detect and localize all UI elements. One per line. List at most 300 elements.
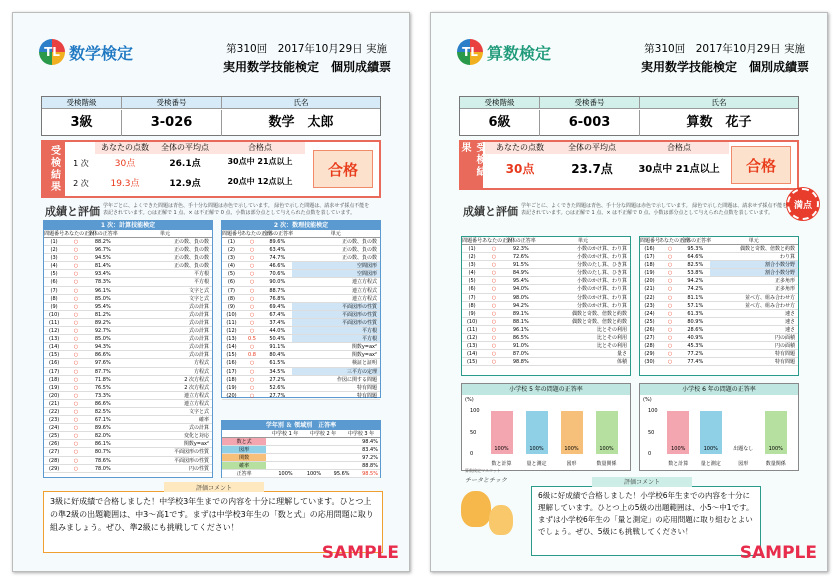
table-cell: ○ [249, 328, 255, 335]
result-sheet-math [12, 12, 410, 572]
table-cell: 式の計算 [188, 336, 209, 343]
table-cell: (13) [48, 336, 60, 343]
table-cell: 平方根 [193, 271, 209, 278]
table-cell: 連立方程式 [351, 287, 377, 294]
table-cell: ○ [249, 271, 255, 278]
header-cell: あなたの正誤 [658, 238, 689, 244]
table-cell: 方程式 [193, 368, 209, 375]
table-cell: ○ [667, 286, 673, 293]
table-cell: 57.1% [687, 302, 704, 309]
table-row [44, 287, 212, 295]
table-cell: 連立方程式 [183, 400, 209, 407]
table-row [462, 261, 630, 269]
table-cell: (21) [644, 286, 655, 293]
area-cell: 88.8% [362, 463, 378, 469]
area-cell [266, 446, 304, 453]
table-cell: 91.0% [512, 343, 529, 350]
area-cell [266, 462, 304, 469]
table-cell: ○ [73, 319, 79, 326]
table-cell: ○ [73, 457, 79, 464]
table-cell: (6) [227, 279, 236, 286]
table-cell: (7) [227, 287, 236, 294]
table-cell: 小数のかけ算、わり算 [576, 246, 627, 252]
table-cell: (6) [468, 286, 476, 293]
table-row [640, 302, 798, 310]
table-row [44, 319, 212, 327]
table-row [222, 270, 380, 278]
table-cell: ○ [73, 400, 79, 407]
table-cell: ○ [667, 254, 673, 261]
table-cell: (25) [644, 318, 655, 325]
table-row [462, 269, 630, 277]
table-row [462, 285, 630, 293]
table-cell: 関数y=ax² [351, 344, 377, 351]
table-cell: 割合小数分野 [710, 261, 799, 268]
verdict-badge: 合格 [313, 150, 373, 188]
table-cell: 50.4% [269, 336, 286, 343]
bar-category: 量と測定 [526, 461, 547, 467]
table-cell: ○ [73, 247, 79, 254]
table-row [222, 343, 380, 351]
table-cell: 円の性質 [188, 465, 209, 472]
table-cell: 平方根 [292, 327, 381, 334]
table-row [44, 295, 212, 303]
table-row [44, 246, 212, 254]
table-cell: 84.9% [512, 270, 529, 277]
table-cell: 89.2% [94, 319, 111, 326]
table-cell: 85.0% [94, 336, 111, 343]
bar-value: 100% [703, 446, 718, 452]
table-cell: (10) [466, 318, 478, 325]
chart-title: 小学校 5 年の問題の正答率 [462, 384, 630, 395]
table-row [44, 311, 212, 319]
table-cell: 関数y=ax² [351, 352, 377, 359]
result-label: 受検結果 [461, 142, 483, 188]
table-cell: ○ [73, 263, 79, 270]
number-value: 6-003 [540, 110, 640, 136]
grade-value: 6級 [460, 110, 540, 136]
table-cell: 正の数、負の数 [341, 247, 377, 254]
area-cell: 関数 [222, 454, 266, 461]
bar-category: 数と計算 [668, 461, 689, 467]
area-cell: 数と式 [222, 438, 266, 445]
logo-math [39, 39, 133, 65]
table-cell: 特有問題 [356, 384, 377, 391]
area-cell: 100% [306, 471, 322, 477]
table-cell: 円の面積 [774, 343, 795, 350]
area-row [222, 462, 380, 470]
table-cell: ○ [491, 262, 497, 269]
table-cell: 27.7% [269, 392, 286, 399]
area-row [222, 454, 380, 462]
table-cell: (20) [644, 278, 655, 285]
table-cell: (3) [50, 255, 58, 262]
table-cell: 分数のかけ算、わり算 [576, 294, 627, 301]
table-cell: ○ [491, 286, 497, 293]
table-cell: 比とその利用 [596, 326, 627, 333]
bar-category: 量と測定 [700, 461, 721, 467]
table-cell: ○ [667, 270, 673, 277]
table-cell: ○ [73, 295, 79, 302]
table-cell: 正多角形 [774, 286, 795, 293]
table-cell: (1) [468, 246, 476, 252]
table-cell: 92.7% [94, 328, 111, 335]
evaluation-comment [531, 479, 761, 556]
table-cell: ○ [73, 344, 79, 351]
header-cell: 全体の正答率 [87, 231, 118, 237]
table-cell: (10) [226, 311, 237, 318]
table-cell: 2 次方程式 [184, 384, 209, 391]
table-cell: 28.6% [687, 326, 704, 333]
table-cell: (15) [226, 352, 237, 359]
table-row [44, 303, 212, 311]
table-cell: (29) [644, 351, 655, 358]
table-cell: 71.8% [94, 376, 111, 383]
table-cell: 分数のかけ算、わり算 [576, 302, 627, 309]
sheet-title: 実用数学技能検定 個別成績票 [222, 60, 391, 74]
table-cell: 97.6% [94, 360, 111, 367]
header-cell: 中学校 1 年 [272, 431, 299, 437]
chart-grade6 [639, 383, 799, 471]
table-title: 2 次：数理技能検定 [222, 221, 380, 230]
table-cell: 46.6% [269, 263, 286, 270]
table-cell: 37.4% [269, 319, 286, 326]
table-cell: ○ [667, 359, 673, 366]
table-cell: ○ [73, 303, 79, 310]
table-header [640, 237, 798, 245]
table-cell: ○ [491, 326, 497, 333]
table-row [462, 326, 630, 334]
table-round1 [43, 220, 213, 478]
table-cell: (14) [48, 344, 60, 351]
sample-watermark: SAMPLE [321, 543, 399, 563]
header-cell [222, 430, 266, 437]
table-cell: 方程式 [193, 360, 209, 367]
table-row [640, 261, 798, 269]
area-cell: 97.2% [362, 455, 378, 461]
table-cell: 87.7% [94, 368, 111, 375]
mascot-cheetah [461, 491, 491, 527]
table-cell: (11) [48, 319, 60, 326]
table-cell: 82.5% [687, 262, 704, 269]
area-cell: 図形 [222, 446, 266, 453]
table-row [640, 245, 798, 253]
bar-value: 100% [564, 446, 579, 452]
table-row [44, 238, 212, 246]
result-label: 受検結果 [43, 142, 65, 196]
table-cell: 並べ方、組み合わせ方 [744, 302, 795, 309]
table-cell: ○ [667, 318, 673, 325]
table-cell: 空間図形 [292, 262, 381, 269]
table-cell: 94.0% [512, 286, 529, 293]
table-cell: 三平方の定理 [292, 368, 381, 375]
logo-icon: TL [39, 39, 65, 65]
table-cell: (8) [468, 302, 476, 309]
tick-label: 100 [648, 408, 658, 414]
table-cell: (10) [48, 311, 60, 318]
bar-category: 数量関係 [765, 461, 786, 467]
table-row [462, 318, 630, 326]
table-cell: (16) [48, 360, 60, 367]
table-cell: 特有問題 [774, 359, 795, 366]
table-row [222, 351, 380, 359]
table-cell: 正の数、負の数 [173, 263, 209, 270]
table-cell: (27) [644, 335, 655, 342]
table-cell: ○ [73, 336, 79, 343]
grade-header: 受検階級 [42, 97, 122, 109]
table-cell: 正の数、負の数 [341, 239, 377, 245]
table-row [222, 384, 380, 392]
table-row [462, 294, 630, 302]
table-cell: ○ [73, 368, 79, 375]
table-row [462, 350, 630, 358]
table-cell: ○ [73, 392, 79, 399]
table-row [462, 310, 630, 318]
area-row [222, 438, 380, 446]
area-cell [304, 438, 342, 445]
table-cell: ○ [667, 302, 673, 309]
section-note: 学年ごとに、よくできた問題は青色、手十分な問題は赤色で示しています。 緑色で示した問題は、請求せず採点不能を表記されています。○は正解で 1 点、× は不正解で 0 点、小数は部分点として与えられた点数を表しています。 [521, 203, 788, 216]
mascot-name: チータとチック [465, 477, 507, 484]
table-cell: ○ [667, 262, 673, 269]
table-cell: 体積 [616, 359, 627, 366]
table-row [44, 270, 212, 278]
table-cell: (22) [644, 294, 655, 301]
table-cell: 正の数、負の数 [173, 247, 209, 254]
comment-title: 評価コメント [592, 477, 692, 487]
area-cell: 正答率 [222, 470, 266, 477]
table-row [44, 359, 212, 367]
table-cell: (8) [50, 295, 58, 302]
logo-icon: TL [457, 39, 483, 65]
table-cell: 86.1% [94, 441, 111, 448]
table-cell: 81.2% [94, 311, 111, 318]
session-info: 第310回 2017年10月29日 実施 [226, 43, 387, 55]
table-cell: 連立方程式 [351, 295, 377, 302]
header-cell: 全体の正答率 [505, 238, 536, 244]
table-cell: 76.8% [269, 295, 286, 302]
table-row [640, 334, 798, 342]
table-cell: ○ [73, 255, 79, 262]
avg-header: 全体の平均点 [555, 142, 629, 154]
table-row [640, 269, 798, 277]
table-cell: 式の計算 [188, 311, 209, 318]
table-cell: 91.5% [512, 262, 529, 269]
table-cell: ○ [73, 417, 79, 424]
bar-value: 100% [671, 446, 686, 452]
table-row [44, 376, 212, 384]
table-cell: ○ [73, 328, 79, 335]
table-cell: 割合小数分野 [710, 269, 799, 276]
table-part1 [461, 236, 631, 376]
table-row [44, 327, 212, 335]
table-cell: 61.5% [269, 360, 286, 367]
area-cell: 95.6% [333, 471, 350, 477]
table-cell: (1) [227, 239, 236, 245]
table-row [44, 343, 212, 351]
table-cell: 82.0% [94, 433, 111, 440]
table-cell: ○ [491, 335, 497, 342]
table-cell: (22) [48, 408, 60, 415]
tick-label: 0 [648, 451, 652, 457]
table-cell: (19) [644, 270, 655, 277]
table-cell: ○ [667, 310, 673, 317]
table-cell: (12) [48, 328, 60, 335]
table-row [640, 358, 798, 366]
table-cell: ○ [491, 302, 497, 309]
table-header [44, 230, 212, 238]
score-header: あなたの点数 [95, 142, 155, 154]
table-cell: ○ [667, 343, 673, 350]
table-cell: 67.1% [94, 417, 111, 424]
table-cell: (9) [227, 303, 236, 310]
area-cell [304, 462, 342, 469]
table-cell: (5) [468, 278, 476, 285]
examinee-info [41, 96, 381, 136]
table-row [462, 245, 630, 253]
table-cell: ○ [73, 287, 79, 294]
table-cell: 速さ [784, 310, 795, 317]
table-cell: ○ [667, 335, 673, 342]
table-cell: (18) [644, 262, 655, 269]
comment-text: 6級に好成績で合格しました！小学校6年生までの内容を十分に理解しています。ひとつ上の5級の出題範囲は、小5～中1です。まずは小学校6年生の「量と測定」の応用問題に取り組むとよいでしょう。ぜひ、5級にも挑戦してください！ [538, 491, 754, 536]
bar-category: 数と計算 [491, 461, 512, 467]
bar-value: 出題なし [733, 446, 754, 452]
table-cell: ○ [249, 360, 255, 367]
name-value: 算数 花子 [686, 115, 752, 130]
table-cell: ○ [491, 278, 497, 285]
table-cell: 95.4% [94, 303, 111, 310]
table-cell: 98.0% [512, 294, 529, 301]
table-cell: ○ [491, 343, 497, 350]
table-cell: 0.5 [248, 336, 256, 343]
number-header: 受検番号 [540, 97, 640, 109]
bar-value: 100% [599, 446, 614, 452]
table-cell: 82.5% [94, 408, 111, 415]
score-2: 19.3点 [110, 179, 140, 189]
table-row [640, 310, 798, 318]
table-cell: 86.6% [94, 400, 111, 407]
exam-result [459, 140, 799, 190]
area-cell: 98.4% [362, 439, 378, 445]
axis-label: (%) [643, 397, 652, 403]
header-cell: あなたの正誤 [240, 231, 271, 237]
table-row [44, 465, 212, 473]
table-row [462, 302, 630, 310]
table-cell: ○ [73, 425, 79, 432]
table-cell: (8) [227, 295, 236, 302]
table-cell: 74.2% [687, 286, 704, 293]
header-cell: 問題番号 [462, 238, 483, 244]
table-cell: 93.4% [94, 271, 111, 278]
table-cell: 89.6% [94, 425, 111, 432]
comment-text: 3級に好成績で合格しました！中学校3年生までの内容を十分に理解しています。ひとつ上の準2級の出題範囲は、中3～高1です。まずは中学校3年生の「数と式」の応用問題に取り組みましょう。ぜひ、準2級にも挑戦してください！ [50, 497, 374, 532]
header-cell: 単元 [577, 238, 588, 244]
table-cell: 検証と証明 [351, 360, 377, 367]
table-cell: (21) [48, 400, 60, 407]
table-cell: ○ [491, 359, 497, 366]
chart-title: 小学校 6 年の問題の正答率 [640, 384, 798, 395]
avg-header: 全体の平均点 [155, 142, 215, 154]
table-cell: ○ [491, 246, 497, 252]
avg-2: 12.9点 [169, 179, 201, 189]
table-cell: (29) [48, 465, 60, 472]
table-cell: (23) [644, 302, 655, 309]
table-cell: (2) [50, 247, 58, 254]
table-cell: (9) [468, 310, 476, 317]
header-cell: 問題番号 [222, 231, 243, 237]
table-cell: (11) [226, 319, 237, 326]
table-cell: 平面図形の性質 [292, 303, 381, 310]
table-cell: 正の数、負の数 [341, 255, 377, 262]
table-cell: ○ [491, 310, 497, 317]
table-cell: 偶数と奇数、倍数と約数 [571, 310, 627, 317]
table-cell: 分数のたし算、ひき算 [576, 262, 627, 269]
table-cell: 72.6% [512, 254, 529, 261]
avg-value: 23.7点 [571, 162, 613, 176]
table-row [222, 254, 380, 262]
section-title: 成績と評価 [45, 205, 100, 218]
score-value: 30点 [505, 162, 535, 176]
table-cell: (13) [226, 336, 237, 343]
table-cell: 平面図形の性質 [292, 311, 381, 318]
table-cell: 平面図形の性質 [292, 319, 381, 326]
number-header: 受検番号 [122, 97, 222, 109]
header-cell: 全体の正答率 [263, 231, 294, 237]
table-row [44, 384, 212, 392]
table-cell: 特有問題 [774, 351, 795, 358]
table-cell: ○ [73, 352, 79, 359]
table-cell: (12) [226, 328, 237, 335]
table-cell: 速さ [784, 326, 795, 333]
table-cell: 89.1% [512, 310, 529, 317]
table-row [640, 285, 798, 293]
table-row [462, 342, 630, 350]
table-cell: ○ [249, 392, 255, 399]
table-cell: 76.5% [94, 384, 111, 391]
area-cell: 確率 [222, 462, 266, 469]
table-row [222, 295, 380, 303]
bar-category: 図形 [566, 461, 577, 467]
number-value: 3-026 [122, 110, 222, 136]
table-cell: ○ [73, 239, 79, 245]
sample-watermark: SAMPLE [739, 543, 817, 563]
table-row [222, 246, 380, 254]
table-cell: 70.6% [269, 271, 286, 278]
table-cell: ○ [491, 351, 497, 358]
table-cell: (16) [226, 360, 237, 367]
table-cell: 96.7% [94, 247, 111, 254]
table-cell: 0.8 [248, 352, 256, 359]
table-cell: 空間図形 [292, 270, 381, 277]
table-cell: 作図に関する問題 [336, 376, 377, 383]
table-cell: 74.7% [269, 255, 286, 262]
table-cell: 連立方程式 [351, 279, 377, 286]
table-cell: (4) [50, 263, 58, 270]
axis-label: (%) [465, 397, 474, 403]
area-row [222, 470, 380, 478]
table-cell: 式の計算 [188, 328, 209, 335]
table-cell: (24) [644, 310, 655, 317]
score-1: 30点 [114, 159, 136, 169]
table-row [222, 238, 380, 246]
table-cell: 88.2% [94, 239, 111, 245]
header-cell: 単元 [330, 231, 341, 237]
table-cell: 式の計算 [188, 303, 209, 310]
table-row [44, 254, 212, 262]
section-title: 成績と評価 [463, 205, 518, 218]
table-row [640, 342, 798, 350]
